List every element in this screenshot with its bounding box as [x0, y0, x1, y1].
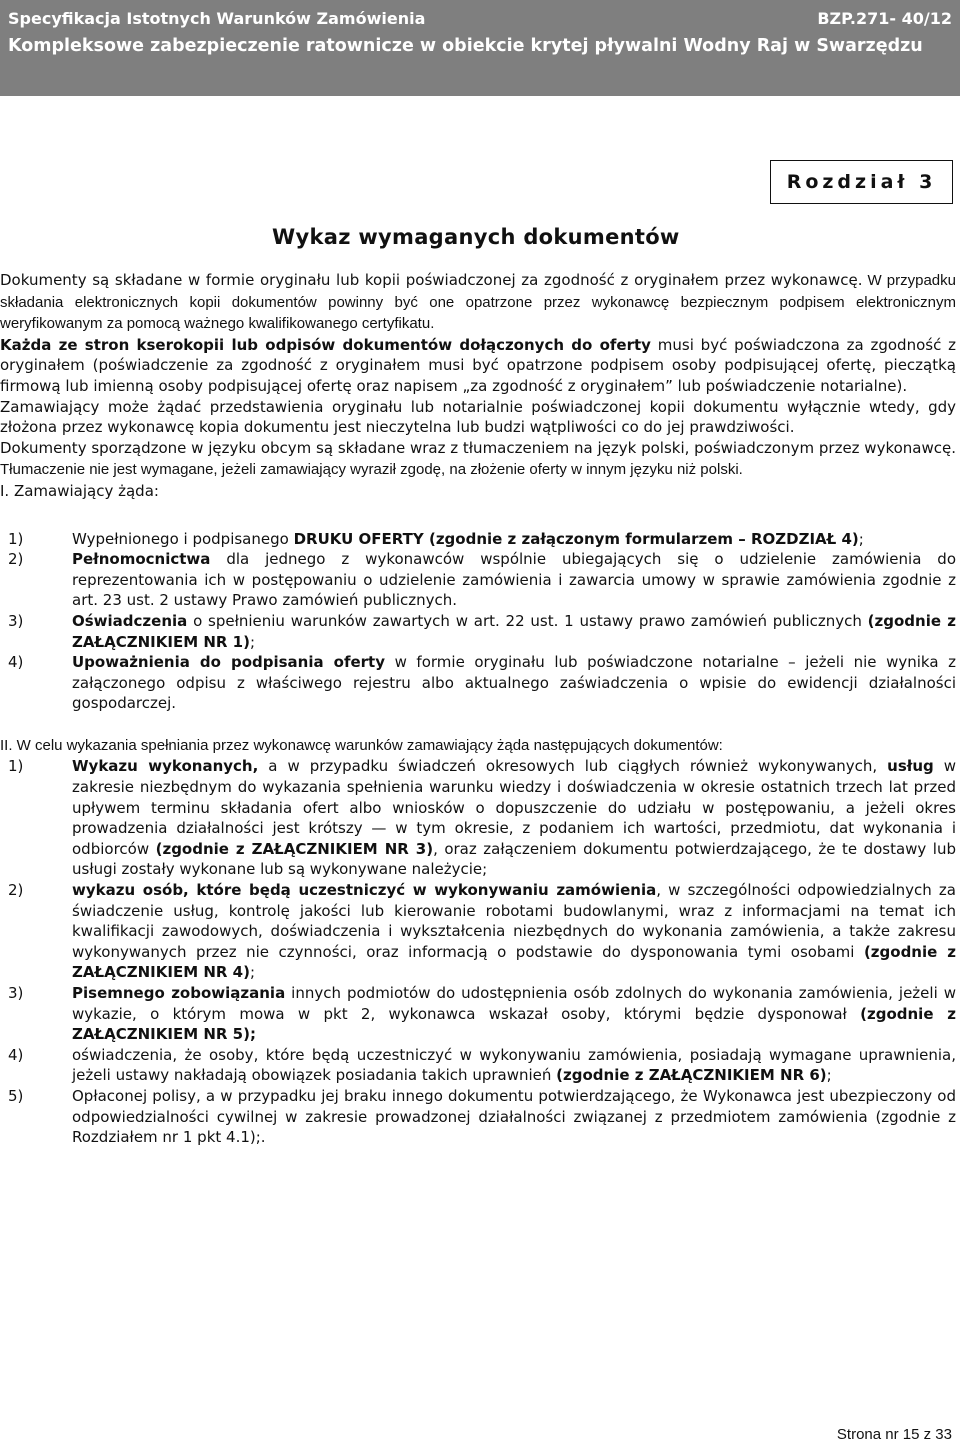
item-number: 3): [8, 984, 24, 1002]
item-text: w formie oryginału lub poświadczone notarialne – jeżeli nie wynika z załączonego odpisu z właściwego rejestru albo aktualnego zaświadczenia o wpisie do ewidencji działalności gospodarczej.: [72, 653, 956, 713]
item-bold-text: usług: [887, 757, 934, 776]
list-item: [0, 1086, 956, 1148]
item-bold-text: Upoważnienia do podpisania oferty: [72, 653, 386, 672]
page-header: [0, 0, 960, 96]
item-text: ;: [826, 1066, 832, 1085]
header-row: [8, 8, 952, 30]
list-item: [0, 756, 956, 880]
item-text: ;: [858, 529, 864, 548]
foreign-text: Dokumenty sporządzone w języku obcym są składane wraz z tłumaczeniem na język polski, poświadczonym przez wykonawcę.: [0, 438, 956, 457]
item-text: , w szczególności odpowiedzialnych za świadczenie usług, kontrolę jakości lub kierowanie robotami budowlanymi, wraz z informacjami na temat ich kwalifikacji zawodowych, doświadczenia i wykształcenia niezbędnych do wykonania zamówienia, a także zakresu wykonywanych przez nie czynności, oraz informacją o podstawie do dysponowania tymi osobami: [72, 881, 956, 961]
list-item: [0, 983, 956, 1045]
copies-bold-text: Każda ze stron kserokopii lub odpisów dokumentów dołączonych do oferty: [0, 335, 651, 354]
item-bold-text: Oświadczenia: [72, 611, 188, 630]
item-text: ;: [249, 963, 256, 982]
header-reference-number: BZP.271- 40/12: [817, 9, 952, 28]
item-text: innych podmiotów do udostępnienia osób zdolnych do wykonania zamówienia, jeżeli w wykazie, o którym mowa w pkt 2, wykonawca wskazał osoby, którymi będzie dysponował: [72, 984, 956, 1023]
item-number: 5): [8, 1086, 24, 1105]
chapter-label: Rozdział 3: [770, 160, 953, 204]
copies-text: musi być poświadczona za zgodność z oryginałem (poświadczenie za zgodność z oryginałem musi być opatrzone podpisem osoby podpisującej ofertę, pieczątką firmową lub imienną osoby podpisującej ofertę oraz napisem „za zgodność z oryginałem” lub poświadczenie notarialne).: [0, 335, 957, 395]
item-number: 2): [8, 881, 24, 900]
header-tender-title: Kompleksowe zabezpieczenie ratownicze w obiekcie krytej pływalni Wodny Raj w Swarzędzu: [8, 36, 923, 56]
item-text: w zakresie niezbędnym do wykazania spełnienia warunku wiedzy i doświadczenia w okresie ostatnich trzech lat przed upływem terminu składania ofert albo wniosków o dopuszczenie do udziału w postępowaniu, a jeżeli okres prowadzenia działalności jest krótszy — w tym okresie, z podaniem ich wartości, przedmiotu, dat wykonania i odbiorców: [72, 757, 957, 858]
item-text: , oraz załączeniem dokumentu potwierdzającego, że te dostawy lub usługi zostały wykonane lub są wykonywane należycie;: [72, 839, 956, 879]
paragraph-intro: [0, 270, 956, 335]
item-bold-text: Pełnomocnictwa: [72, 550, 211, 569]
item-number: 1): [8, 757, 24, 776]
item-text: a w przypadku świadczeń okresowych lub ciągłych również wykonywanych,: [258, 757, 888, 776]
list-item: [0, 880, 956, 983]
list-item: [0, 652, 956, 714]
section-2-list: [0, 756, 956, 1147]
item-number: 4): [8, 1045, 24, 1064]
spacer: [0, 714, 956, 736]
item-text: dla jednego z wykonawców wspólnie ubiegających się o udzielenie zamówienia do reprezentowania ich w postępowaniu o udzielenie zamówienia i zawarcia umowy w sprawie zamówienia zgodnie z art. 23 ust. 2 ustawy Prawo zamówień publicznych.: [72, 550, 956, 610]
item-number: 3): [8, 611, 24, 630]
paragraph-copies: [0, 335, 956, 397]
item-number: 4): [8, 653, 24, 672]
item-bold-text: (zgodnie z ZAŁĄCZNIKIEM NR 1): [72, 611, 956, 651]
list-item: [0, 1045, 956, 1086]
item-bold-text: DRUKU OFERTY (zgodnie z załączonym formularzem – ROZDZIAŁ 4): [293, 529, 859, 548]
header-spec-title: Specyfikacja Istotnych Warunków Zamówienia: [8, 9, 426, 28]
list-item: [0, 611, 956, 652]
list-item: [0, 529, 956, 550]
item-text: Opłaconej polisy, a w przypadku jej braku innego dokumentu potwierdzającego, że Wykonawca jest ubezpieczony od odpowiedzialności cywilnej w zakresie prowadzonej działalności związanej z przedmiotem zamówienia (zgodnie z Rozdziałem nr 1 pkt 4.1);.: [72, 1086, 956, 1147]
item-bold-text: (zgodnie z ZAŁĄCZNIKIEM NR 6): [556, 1066, 827, 1085]
item-number: 2): [8, 550, 24, 569]
item-bold-text: Pisemnego zobowiązania: [72, 984, 286, 1002]
list-item: [0, 549, 956, 611]
page-title: Wykaz wymaganych dokumentów: [272, 225, 680, 249]
item-bold-text: (zgodnie z ZAŁĄCZNIKIEM NR 4): [72, 942, 956, 982]
intro-electronic-text: W przypadku składania elektronicznych kopii dokumentów powinny być one opatrzone przez wykonawcę bezpiecznym podpisem elektronicznym weryfikowanym za pomocą ważnego kwalifikowanego certyfikatu.: [0, 272, 956, 333]
item-bold-text: (zgodnie z ZAŁĄCZNIKIEM NR 5);: [72, 1004, 957, 1044]
document-body: [0, 270, 956, 1148]
section-2-heading: II. W celu wykazania spełniania przez wykonawcę warunków zamawiający żąda następujących dokumentów:: [0, 736, 723, 754]
item-text: Wypełnionego i podpisanego: [72, 529, 294, 548]
item-bold-text: Wykazu wykonanych,: [72, 757, 259, 776]
page-number: Strona nr 15 z 33: [836, 1426, 952, 1443]
foreign-translation-text: Tłumaczenie nie jest wymagane, jeżeli zamawiający wyraził zgodę, na złożenie oferty w innym języku niż polski.: [0, 461, 743, 479]
paragraph-original: Zamawiający może żądać przedstawienia oryginału lub notarialnie poświadczonej kopii dokumentu wyłącznie wtedy, gdy złożona przez wykonawcę kopia dokumentu jest nieczytelna lub budzi wątpliwości co do jej prawdziwości.: [0, 397, 956, 437]
spacer: [0, 502, 956, 529]
item-text: o spełnieniu warunków zawartych w art. 22 ust. 1 ustawy prawo zamówień publicznych: [187, 611, 868, 630]
item-number: 1): [8, 529, 24, 548]
item-text: ;: [249, 632, 256, 651]
paragraph-foreign: [0, 438, 956, 481]
item-text: oświadczenia, że osoby, które będą uczestniczyć w wykonywaniu zamówienia, posiadają wymagane uprawnienia, jeżeli ustawy nakładają obowiązek posiadania takich uprawnień: [72, 1045, 956, 1085]
section-1-heading: I. Zamawiający żąda:: [0, 481, 159, 500]
item-bold-text: wykazu osób, które będą uczestniczyć w wykonywaniu zamówienia: [72, 881, 657, 900]
section-1-list: [0, 529, 956, 714]
item-bold-text: (zgodnie z ZAŁĄCZNIKIEM NR 3): [155, 839, 434, 858]
intro-text: Dokumenty są składane w formie oryginału lub kopii poświadczonej za zgodność z oryginałem przez wykonawcę.: [0, 271, 863, 289]
